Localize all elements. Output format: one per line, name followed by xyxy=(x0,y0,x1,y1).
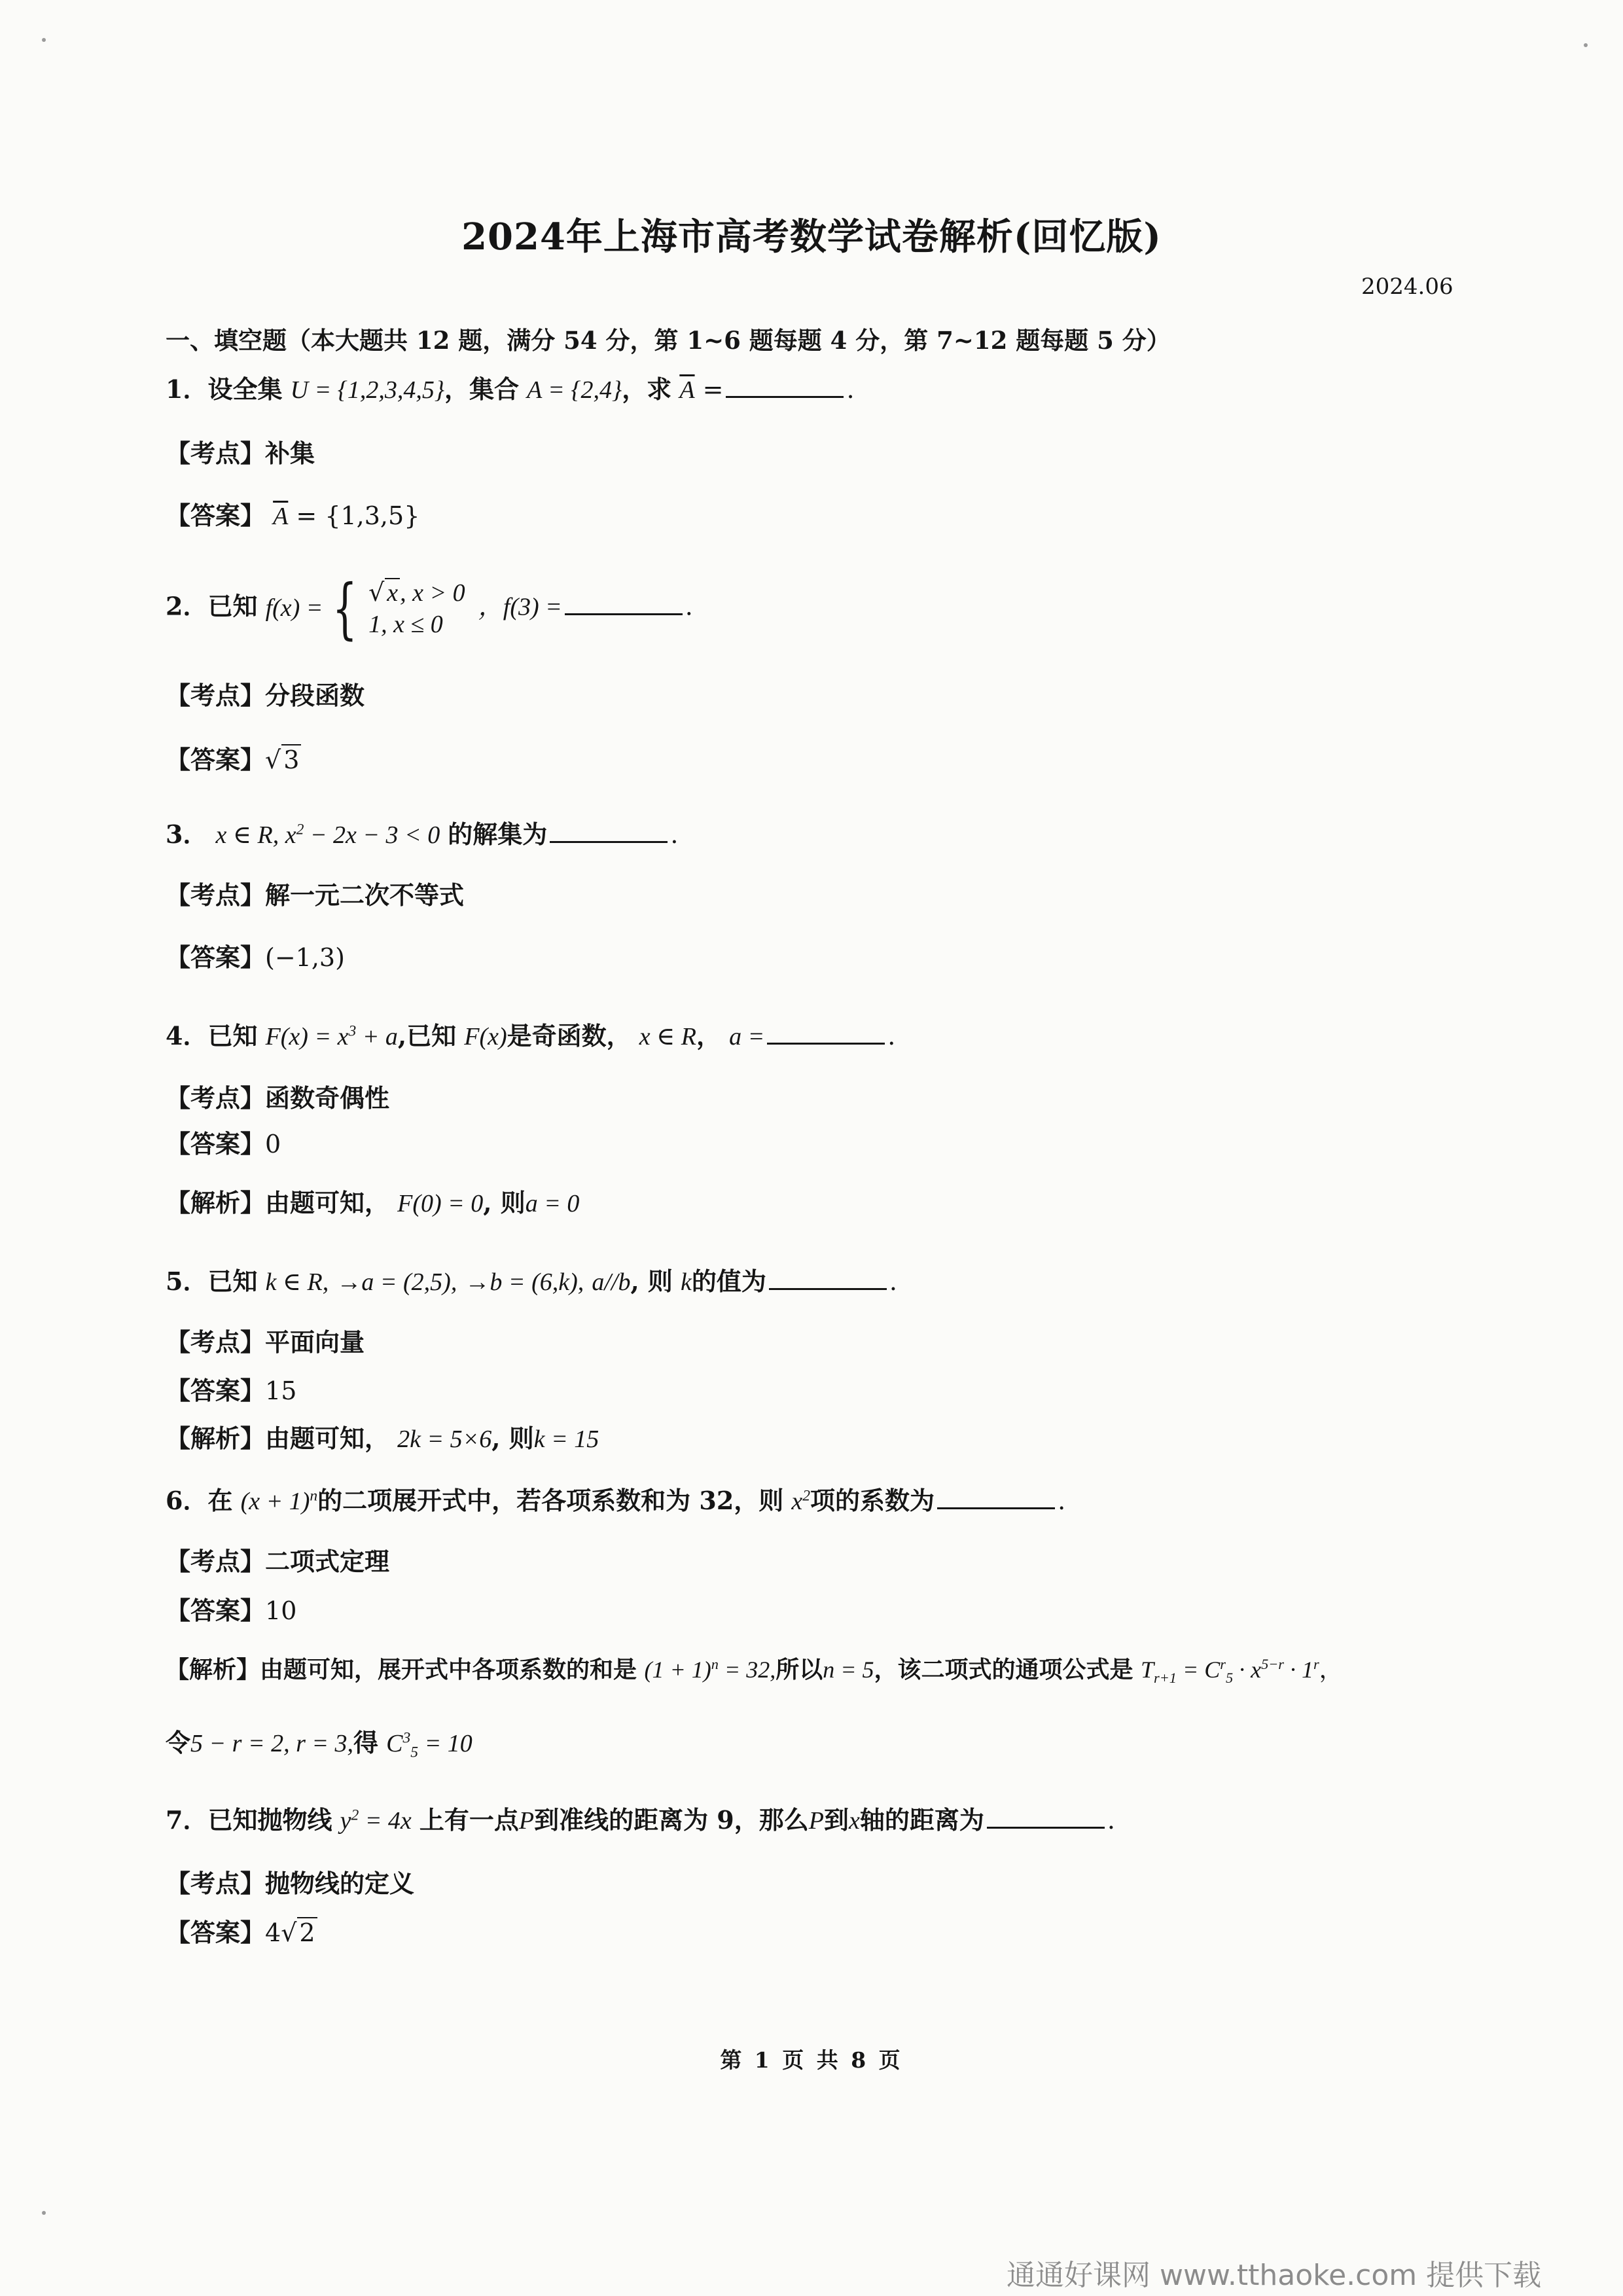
question-number: 3． xyxy=(166,819,208,849)
answer-blank xyxy=(726,376,844,398)
parallel-expr: a//b xyxy=(592,1268,631,1296)
jiexi-5: 【解析】由题可知， 2k = 5×6, 则k = 15 xyxy=(166,1424,599,1453)
daan-3: 【答案】(−1,3) xyxy=(166,942,345,972)
answer-blank xyxy=(767,1023,885,1045)
kaodian-label: 【考点】 xyxy=(166,439,266,468)
daan-6: 【答案】10 xyxy=(166,1596,297,1625)
question-6: 6．在 $(x + 1)^n$的二项展开式中，若各项系数和为 32，则 $x^2$项的系数为 . xyxy=(166,1486,1066,1515)
scan-speck xyxy=(42,38,46,42)
daan-label: 【答案】 xyxy=(166,501,266,530)
complement-symbol: $\overline{A}$ xyxy=(679,376,695,404)
kaodian-5: 【考点】平面向量 xyxy=(166,1327,365,1357)
question-number: 6． xyxy=(166,1486,208,1515)
jiexi-6-line-2: 令5 − r = 2, r = 3,得 $C^3_5 = 10$ xyxy=(166,1728,473,1761)
answer-blank xyxy=(937,1488,1055,1509)
vector-a: →a xyxy=(336,1268,374,1296)
math-expr: U = {1,2,3,4,5} xyxy=(290,376,445,404)
jiexi-6: 【解析】由题可知，展开式中各项系数的和是 $(1 + 1)^n = 32$,所以n = 5，该二项式的通项公式是 $T_{r+1} = C^r_5 \cdot x^{5-r} \cdot 1^r$， xyxy=(166,1656,1343,1687)
question-7: 7．已知抛物线 $y^2 = 4x$ 上有一点P到准线的距离为 9，那么P到x轴的距离为 . xyxy=(166,1805,1115,1835)
case-2: 1, x ≤ 0 xyxy=(368,610,443,638)
daan-1: 【答案】 $\overline{A} = \{1,3,5\}$ xyxy=(166,501,420,530)
kaodian-1: 【考点】补集 xyxy=(166,439,315,468)
question-number: 2． xyxy=(166,591,208,621)
kaodian-7: 【考点】抛物线的定义 xyxy=(166,1869,415,1898)
daan-label: 【答案】 xyxy=(166,1129,266,1158)
daan-label: 【答案】 xyxy=(166,745,266,774)
question-4: 4．已知 $F(x) = x^3 + a$,已知 F(x)是奇函数， x ∈ R， a = . xyxy=(166,1021,896,1050)
scan-speck xyxy=(1584,43,1588,47)
kaodian-label: 【考点】 xyxy=(166,1869,266,1898)
kaodian-4: 【考点】函数奇偶性 xyxy=(166,1083,390,1113)
vector-b: →b xyxy=(465,1268,503,1296)
general-term: $T_{r+1} = C^r_5 \cdot x^{5-r} \cdot 1^r$ xyxy=(1141,1656,1319,1687)
kaodian-label: 【考点】 xyxy=(166,880,266,910)
case-1: √ x, x > 0 xyxy=(368,578,465,607)
scan-speck xyxy=(42,2211,46,2215)
kaodian-label: 【考点】 xyxy=(166,1547,266,1576)
question-number: 7． xyxy=(166,1805,208,1835)
piecewise-function: f(x) = { √ x, x > 0 1, x ≤ 0 xyxy=(265,570,465,647)
kaodian-label: 【考点】 xyxy=(166,681,266,710)
page-title: 2024年上海市高考数学试卷解析(回忆版) xyxy=(461,215,1162,259)
jiexi-label: 【解析】 xyxy=(166,1188,266,1217)
question-5: 5．已知 k ∈ R, →a = (2,5), →b = (6,k), a//b, 则 k的值为 . xyxy=(166,1266,898,1296)
answer-blank xyxy=(550,821,668,843)
kaodian-2: 【考点】分段函数 xyxy=(166,681,365,710)
question-number: 4． xyxy=(166,1021,208,1050)
math-expr: A = {2,4} xyxy=(527,376,622,404)
daan-label: 【答案】 xyxy=(166,1918,266,1947)
page-footer: 第 1 页 共 8 页 xyxy=(720,2047,903,2073)
section-heading: 一、填空题（本大题共 12 题，满分 54 分，第 1~6 题每题 4 分，第 7~12 题每题 5 分） xyxy=(166,326,1171,355)
question-1: 1．设全集 U = {1,2,3,4,5}，集合 A = {2,4}，求 $\overline{A}$ = . xyxy=(166,374,855,404)
answer-blank xyxy=(565,594,683,615)
daan-label: 【答案】 xyxy=(166,942,266,972)
question-3: 3． x ∈ R, $x^2 - 2x - 3 < 0$ 的解集为 . xyxy=(166,819,679,849)
daan-label: 【答案】 xyxy=(166,1596,266,1625)
jiexi-4: 【解析】由题可知， F(0) = 0, 则a = 0 xyxy=(166,1188,580,1217)
jiexi-label: 【解析】 xyxy=(166,1656,260,1683)
jiexi-label: 【解析】 xyxy=(166,1424,266,1453)
question-number: 1． xyxy=(166,374,208,404)
kaodian-label: 【考点】 xyxy=(166,1083,266,1113)
daan-2: 【答案】√ 3 xyxy=(166,745,301,776)
daan-5: 【答案】15 xyxy=(166,1376,297,1405)
exam-date: 2024.06 xyxy=(1361,274,1454,300)
brace-symbol: { xyxy=(332,570,358,647)
kaodian-label: 【考点】 xyxy=(166,1327,266,1357)
daan-label: 【答案】 xyxy=(166,1376,266,1405)
daan-7: 【答案】4√ 2 xyxy=(166,1918,317,1948)
kaodian-6: 【考点】二项式定理 xyxy=(166,1547,390,1576)
kaodian-3: 【考点】解一元二次不等式 xyxy=(166,880,465,910)
answer-blank xyxy=(769,1268,887,1290)
question-number: 5． xyxy=(166,1266,208,1296)
question-2: 2．已知 f(x) = { √ x, x > 0 1, x ≤ 0 ，f(3) = . xyxy=(166,570,693,647)
answer-blank xyxy=(987,1807,1105,1829)
daan-4: 【答案】0 xyxy=(166,1129,281,1158)
watermark: 通通好课网 www.tthaoke.com 提供下载 xyxy=(1007,2259,1542,2292)
